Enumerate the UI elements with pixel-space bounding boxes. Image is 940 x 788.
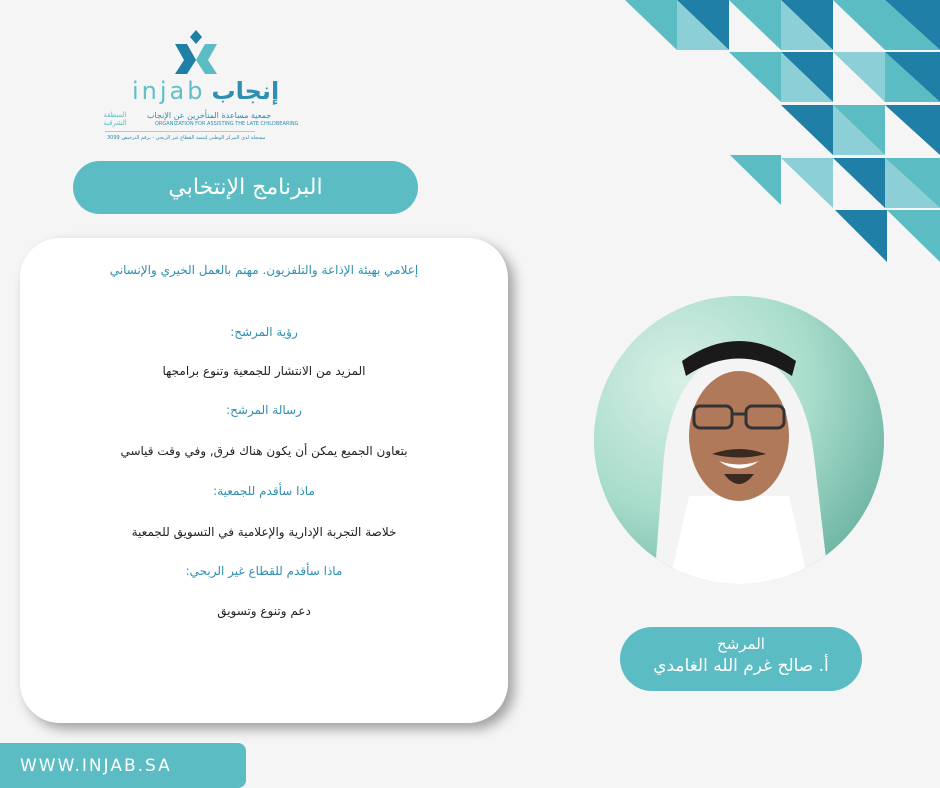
candidate-portrait-icon [594, 296, 884, 584]
offer-sector-heading: ماذا سأقدم للقطاع غير الربحي: [185, 564, 343, 578]
triangle-pattern [625, 0, 940, 265]
logo-divider [105, 131, 255, 132]
injab-logo [95, 25, 299, 150]
candidate-photo [594, 296, 884, 584]
logo-registration: مسجلة لدى المركز الوطني لتنمية القطاع غير الربحي - برقم الترخيص 3099 [107, 135, 266, 141]
mission-heading: رسالة المرشح: [226, 403, 302, 417]
candidate-name-badge [620, 627, 862, 691]
program-card [20, 238, 508, 723]
logo-org-name: جمعية مساعدة المتأخرين عن الإنجاب [147, 111, 272, 120]
vision-text: المزيد من الانتشار للجمعية وتنوع برامجها [162, 364, 366, 378]
offer-association-text: خلاصة التجربة الإدارية والإعلامية في التسويق للجمعية [131, 525, 397, 539]
candidate-label: المرشح [717, 635, 765, 653]
logo-brand: injab إنجاب [132, 77, 280, 105]
offer-association-heading: ماذا سأقدم للجمعية: [213, 484, 315, 498]
candidate-name: أ. صالح غرم الله الغامدي [653, 656, 829, 676]
candidate-intro: إعلامي بهيئة الإذاعة والتلفزيون. مهتم بالعمل الخيري والإنساني [109, 263, 419, 277]
website-link[interactable]: WWW.INJAB.SA [0, 743, 246, 788]
logo-region: المنطقة الشرقية [103, 111, 127, 127]
logo-org-name-en: ORGANIZATION FOR ASSISTING THE LATE CHILDBEARING [155, 121, 299, 127]
logo-mark-icon [173, 30, 219, 74]
vision-heading: رؤية المرشح: [230, 325, 298, 339]
program-title: البرنامج الإنتخابي [73, 161, 418, 214]
offer-sector-text: دعم وتنوع وتسويق [217, 604, 311, 618]
mission-text: بتعاون الجميع يمكن أن يكون هناك فرق, وفي وقت قياسي [120, 444, 408, 458]
